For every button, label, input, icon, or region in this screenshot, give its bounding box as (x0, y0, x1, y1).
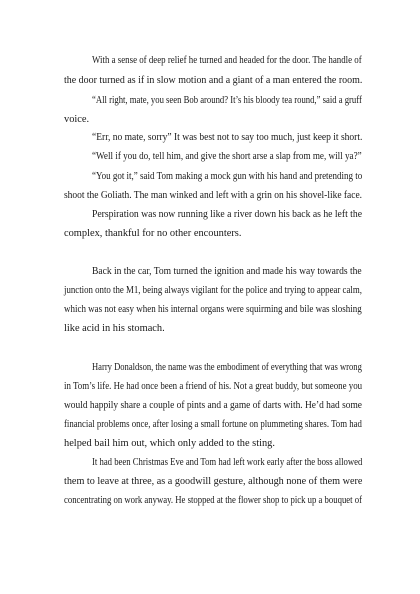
text-line: helped bail him out, which only added to the sting. (64, 438, 275, 449)
text-line: “All right, mate, you seen Bob around? It’s his bloody tea round,” said a gruff (92, 95, 362, 106)
text-line: would happily share a couple of pints and a game of darts with. He’d had some (64, 400, 362, 411)
text-line: voice. (64, 114, 90, 125)
text-line: junction onto the M1, being always vigilant for the police and trying to appear calm, (64, 285, 362, 296)
text-line: “Well if you do, tell him, and give the short arse a slap from me, will ya?” (92, 151, 362, 162)
text-line: shoot the Goliath. The man winked and left with a grin on his shovel-like face. (64, 190, 363, 201)
text-line: Harry Donaldson, the name was the embodiment of everything that was wrong (92, 362, 362, 373)
text-line: financial problems once, after losing a small fortune on plummeting shares. Tom had (64, 419, 362, 430)
text-line: It had been Christmas Eve and Tom had left work early after the boss allowed (92, 457, 363, 468)
text-line: complex, thankful for no other encounters. (64, 228, 242, 239)
text-line: Perspiration was now running like a river down his back as he left the (92, 209, 362, 220)
text-line: concentrating on work anyway. He stopped at the flower shop to pick up a bouquet of (64, 495, 362, 506)
text-line: the door turned as if in slow motion and a giant of a man entered the room. (64, 75, 363, 86)
text-line: Back in the car, Tom turned the ignition and made his way towards the (92, 266, 362, 277)
text-line: With a sense of deep relief he turned and headed for the door. The handle of (92, 55, 362, 66)
text-line: like acid in his stomach. (64, 323, 165, 334)
text-line: which was not easy when his internal organs were squirming and bile was sloshing (64, 304, 362, 315)
text-line: “You got it,” said Tom making a mock gun with his hand and pretending to (92, 171, 363, 182)
text-line: “Err, no mate, sorry” It was best not to say too much, just keep it short. (92, 132, 363, 143)
text-line: in Tom’s life. He had once been a friend of his. Not a great buddy, but someone you (64, 381, 363, 392)
text-line: them to leave at three, as a goodwill gesture, although none of them were (64, 476, 363, 487)
